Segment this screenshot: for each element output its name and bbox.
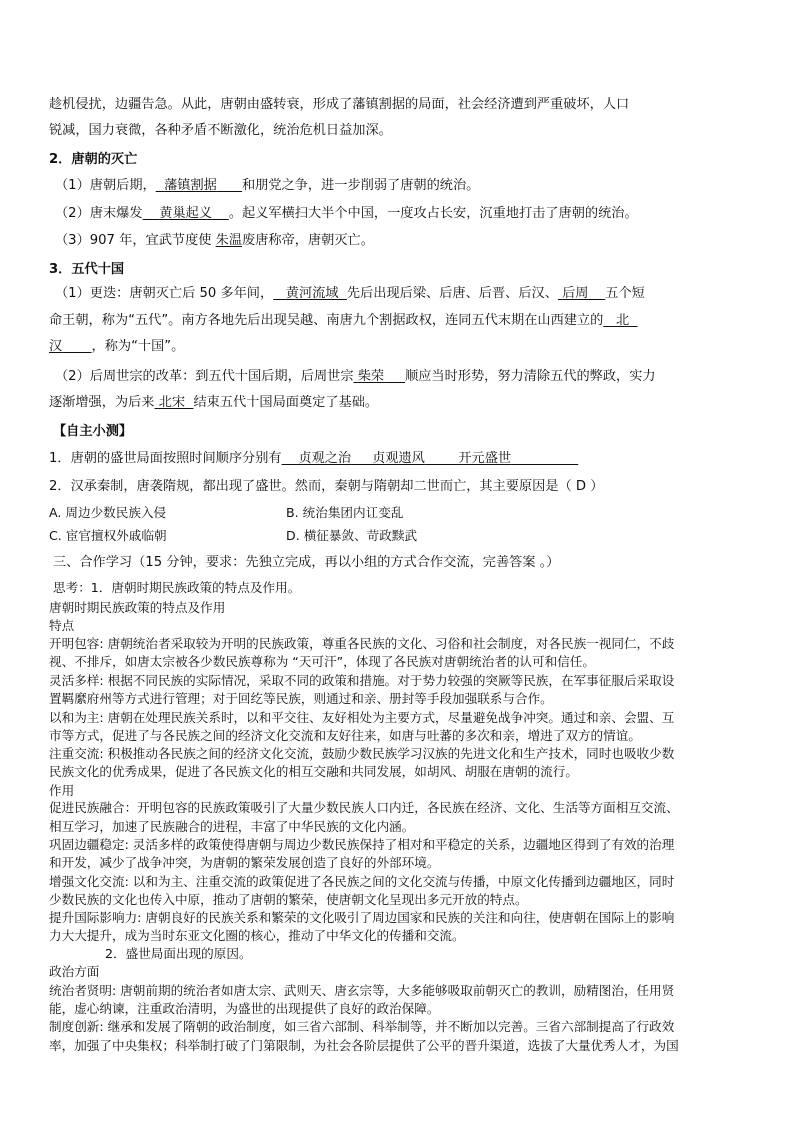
section-heading: 【自主小测】 [53, 424, 133, 439]
intro-line: 锐减，国力衰微，各种矛盾不断激化，统治危机日益加深。 [49, 123, 392, 138]
body-line: 增强文化交流: 以和为主、注重交流的政策促进了各民族之间的文化交流与传播，中原文化传播到边疆地区，同时 [49, 874, 675, 889]
section-heading: 3．五代十国 [49, 262, 125, 277]
answer-blank: 柴荣 [357, 369, 385, 384]
quiz-option: D. 横征暴敛、苛政黩武 [286, 528, 418, 543]
answer-blank: 黄巢起义 [159, 206, 213, 221]
body-line: 开明包容: 唐朝统治者采取较为开明的民族政策，尊重各民族的文化、习俗和社会制度，对各民族一视同仁，不歧 [49, 636, 675, 651]
body-line: 视、不排斥，如唐太宗被各少数民族尊称为 “天可汗”，体现了各民族对唐朝统治者的认可和信任。 [49, 654, 595, 669]
body-line: 制度创新: 继承和发展了隋朝的政治制度，如三省六部制、科举制等，并不断加以完善。三省六部制提高了行政效 [49, 1019, 675, 1034]
subheading: 作用 [49, 783, 75, 798]
body-line: 注重交流: 积极推动各民族之间的经济文化交流，鼓励少数民族学习汉族的先进文化和生产技术，同时也吸收少数 [49, 746, 675, 761]
body-line: 提升国际影响力: 唐朝良好的民族关系和繁荣的文化吸引了周边国家和民族的关注和向往，使唐朝在国际上的影响 [49, 910, 675, 925]
answer-blank: 贞观之治 贞观遗风 开元盛世 [298, 451, 512, 466]
subheading: 特点 [49, 618, 75, 633]
answer-blank: 藩镇割据 [164, 178, 217, 193]
paragraph: 汉 ，称为“十国”。 [49, 339, 185, 354]
body-line: 灵活多样: 根据不同民族的实际情况，采取不同的政策和措施。对于势力较强的突厥等民族，在军事征服后采取设 [49, 673, 675, 688]
body-line: 相互学习，加速了民族融合的进程，丰富了中华民族的文化内涵。 [49, 819, 415, 834]
answer-blank: 北宋 [158, 395, 186, 410]
body-line: 少数民族的文化也传入中原，推动了唐朝的繁荣，使唐朝文化呈现出多元开放的特点。 [49, 892, 528, 907]
body-line: 促进民族融合：开明包容的民族政策吸引了大量少数民族人口内迁，各民族在经济、文化、生活等方面相互交流、 [49, 800, 679, 815]
body-line: 市等方式，促进了与各民族之间的经济文化交流和友好往来，如唐与吐蕃的多次和亲，增进了双方的情谊。 [49, 728, 641, 743]
paragraph: （3）907 年，宜武节度使 朱温废唐称帝，唐朝灭亡。 [55, 233, 374, 248]
section-heading: 三、合作学习（15 分钟，要求：先独立完成，再以小组的方式合作交流，完善答案 。） [53, 555, 560, 570]
paragraph: （2）唐末爆发 黄巢起义 。起义军横扫大半个中国，一度攻占长安，沉重地打击了唐朝的统治。 [55, 206, 638, 221]
body-line: 能，虚心纳谏，注重政治清明，为盛世的出现提供了良好的政治保障。 [49, 1001, 440, 1016]
answer-blank: 黄河流域 [285, 286, 339, 301]
paragraph: （1）唐朝后期， 藩镇割据 和朋党之争，进一步削弱了唐朝的统治。 [55, 178, 480, 193]
intro-line: 趁机侵扰，边疆告急。从此，唐朝由盛转衰，形成了藩镇割据的局面，社会经济遭到严重破坏，人口 [49, 97, 630, 112]
paragraph: 逐渐增强，为后来 北宋 结束五代十国局面奠定了基础。 [49, 395, 379, 410]
body-line: 民族文化的优秀成果，促进了各民族文化的相互交融和共同发展，如胡风、胡服在唐朝的流行。 [49, 764, 578, 779]
paragraph: 命王朝，称为“五代”。南方各地先后出现吴越、南唐九个割据政权，连同五代末期在山西建立的 北 [49, 313, 638, 329]
body-line: 置羁縻府州等方式进行管理；对于回纥等民族，则通过和亲、册封等手段加强联系与合作。 [49, 691, 553, 706]
answer-blank: 后周 [562, 286, 589, 301]
answer-blank: 北 [615, 313, 630, 328]
section-heading: 2．唐朝的灭亡 [49, 152, 138, 167]
quiz-question: 1．唐朝的盛世局面按照时间顺序分别有 贞观之治 贞观遗风 开元盛世 [49, 451, 578, 467]
paragraph: （1）更迭：唐朝灭亡后 50 多年间， 黄河流域 先后出现后梁、后唐、后晋、后汉、 后周 五个短 [55, 286, 645, 301]
body-line: 和开发，减少了战争冲突，为唐朝的繁荣发展创造了良好的外部环境。 [49, 855, 440, 870]
think-question: 2．盛世局面出现的原因。 [105, 946, 252, 961]
quiz-option: B. 统治集团内讧变乱 [286, 505, 404, 520]
subheading: 政治方面 [49, 964, 100, 979]
think-question: 思考：1．唐朝时期民族政策的特点及作用。 [53, 580, 301, 595]
answer-blank: 朱温 [215, 233, 243, 248]
quiz-option: C. 宦官擅权外戚临朝 [49, 528, 167, 543]
quiz-question: 2．汉承秦制，唐袭隋规，都出现了盛世。然而，秦朝与隋朝却二世而亡，其主要原因是（ D ） [49, 479, 604, 494]
answer-blank: 汉 [49, 339, 63, 354]
body-line: 率，加强了中央集权；科举制打破了门第限制，为社会各阶层提供了公平的晋升渠道，选拔了大量优秀人才，为国 [49, 1038, 679, 1053]
quiz-option: A. 周边少数民族入侵 [49, 505, 167, 520]
body-line: 统治者贤明: 唐朝前期的统治者如唐太宗、武则天、唐玄宗等，大多能够吸取前朝灭亡的教训，励精图治，任用贤 [49, 983, 675, 998]
block-title: 唐朝时期民族政策的特点及作用 [49, 600, 226, 615]
body-line: 以和为主: 唐朝在处理民族关系时，以和平交往、友好相处为主要方式，尽量避免战争冲突。通过和亲、会盟、互 [49, 710, 675, 725]
body-line: 力大大提升，成为当时东亚文化圈的核心，推动了中华文化的传播和交流。 [49, 928, 465, 943]
body-line: 巩固边疆稳定: 灵活多样的政策使得唐朝与周边少数民族保持了相对和平稳定的关系，边疆地区得到了有效的治理 [49, 837, 675, 852]
paragraph: （2）后周世宗的改革：到五代十国后期，后周世宗 柴荣 顺应当时形势，努力清除五代的弊政，实力 [55, 369, 656, 384]
